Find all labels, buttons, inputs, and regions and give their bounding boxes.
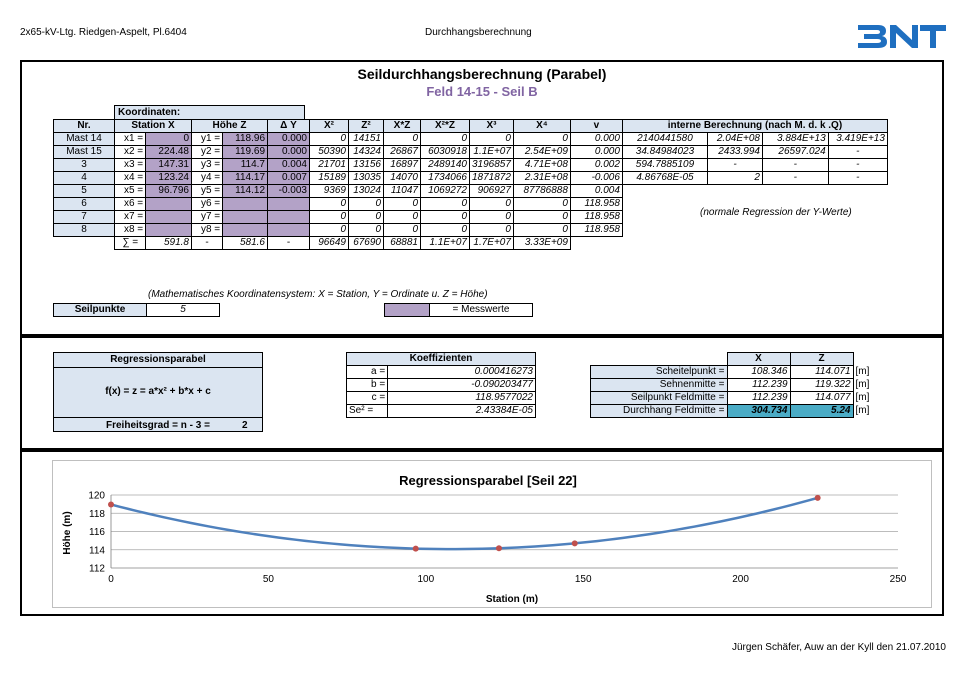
regression-formula: f(x) = z = a*x² + b*x + c bbox=[105, 386, 211, 397]
data-point bbox=[572, 540, 578, 546]
sum-x2: 96649 bbox=[310, 237, 349, 250]
cell-dy: 0.007 bbox=[268, 172, 310, 185]
sum-z2: 67690 bbox=[349, 237, 384, 250]
cell-x2: 0 bbox=[310, 133, 349, 146]
cell-nr: 8 bbox=[54, 224, 115, 237]
math-note: (Mathematisches Koordinatensystem: X = Station, Y = Ordinate u. Z = Höhe) bbox=[148, 289, 488, 300]
cell-xl: x2 = bbox=[115, 146, 146, 159]
cell-xl: x7 = bbox=[115, 211, 146, 224]
cell-xz: 16897 bbox=[384, 159, 421, 172]
cell-x4: 0 bbox=[513, 198, 570, 211]
res-x-sehne: 112.239 bbox=[727, 379, 790, 392]
res-header-x: X bbox=[727, 353, 790, 366]
cell-nr: 4 bbox=[54, 172, 115, 185]
cell-x3: 1.1E+07 bbox=[470, 146, 514, 159]
cell-x2z: 6030918 bbox=[421, 146, 470, 159]
res-label-sehne: Sehnenmitte = bbox=[591, 379, 728, 392]
koeff-value-a: 0.000416273 bbox=[388, 366, 536, 379]
results-table bbox=[590, 352, 872, 418]
col-intern: interne Berechnung (nach M. d. k .Q) bbox=[622, 120, 887, 133]
cell-xz: 26867 bbox=[384, 146, 421, 159]
x-tick-label: 200 bbox=[732, 574, 749, 585]
cell-yl: y8 = bbox=[192, 224, 223, 237]
sum-row bbox=[54, 237, 888, 250]
cell-intern-4: - bbox=[828, 146, 887, 159]
sum-x4: 3.33E+09 bbox=[513, 237, 570, 250]
cell-v: 0.004 bbox=[570, 185, 622, 198]
cell-x2: 0 bbox=[310, 198, 349, 211]
cell-yl: y2 = bbox=[192, 146, 223, 159]
col-station: Station X bbox=[115, 120, 192, 133]
cell-x2z: 0 bbox=[421, 211, 470, 224]
cell-dy: 0.004 bbox=[268, 159, 310, 172]
header-left: 2x65-kV-Ltg. Riedgen-Aspelt, Pl.6404 bbox=[20, 27, 187, 38]
cell-x2z: 2489140 bbox=[421, 159, 470, 172]
sum-x3: 1.7E+07 bbox=[470, 237, 514, 250]
cell-x4: 2.54E+09 bbox=[513, 146, 570, 159]
cell-nr: 7 bbox=[54, 211, 115, 224]
cell-yl: y1 = bbox=[192, 133, 223, 146]
cell-z2: 0 bbox=[349, 198, 384, 211]
cell-z2: 13156 bbox=[349, 159, 384, 172]
cell-v: 118.958 bbox=[570, 198, 622, 211]
cell-x: 224.48 bbox=[146, 146, 192, 159]
koordinaten-label: Koordinaten: bbox=[114, 105, 305, 119]
cell-x bbox=[146, 198, 192, 211]
cell-x bbox=[146, 211, 192, 224]
cell-x4: 4.71E+08 bbox=[513, 159, 570, 172]
cell-yl: y5 = bbox=[192, 185, 223, 198]
regression-box bbox=[53, 352, 263, 432]
seilpunkte-label: Seilpunkte bbox=[53, 303, 147, 317]
cell-x4: 0 bbox=[513, 133, 570, 146]
data-point bbox=[413, 546, 419, 552]
chart-ylabel: Höhe (m) bbox=[62, 511, 73, 555]
koeff-label-se: Se² = bbox=[347, 405, 388, 418]
regression-curve bbox=[111, 498, 818, 549]
cell-intern-1: 4.86768E-05 bbox=[622, 172, 707, 185]
sum-x: 591.8 bbox=[146, 237, 192, 250]
cell-dy bbox=[268, 224, 310, 237]
col-x4: X⁴ bbox=[513, 120, 570, 133]
cell-x4: 2.31E+08 bbox=[513, 172, 570, 185]
y-tick-label: 116 bbox=[89, 527, 105, 538]
cell-x2z: 1734066 bbox=[421, 172, 470, 185]
cell-xz: 14070 bbox=[384, 172, 421, 185]
col-dy: Δ Y bbox=[268, 120, 310, 133]
cell-xl: x8 = bbox=[115, 224, 146, 237]
table-row bbox=[54, 224, 888, 237]
cell-x: 0 bbox=[146, 133, 192, 146]
cell-dy: -0.003 bbox=[268, 185, 310, 198]
cell-x3: 906927 bbox=[470, 185, 514, 198]
cell-xl: x6 = bbox=[115, 198, 146, 211]
sum-dash1: - bbox=[192, 237, 223, 250]
cell-yl: y3 = bbox=[192, 159, 223, 172]
cell-intern-2: 2.04E+08 bbox=[708, 133, 763, 146]
cell-z bbox=[223, 198, 268, 211]
cell-intern-2: - bbox=[708, 159, 763, 172]
cell-x3: 1871872 bbox=[470, 172, 514, 185]
cell-x4: 0 bbox=[513, 211, 570, 224]
cell-x2: 9369 bbox=[310, 185, 349, 198]
footer-signature: Jürgen Schäfer, Auw an der Kyll den 21.07.2010 bbox=[731, 642, 946, 653]
seilpunkte-value: 5 bbox=[146, 303, 220, 317]
res-z-scheitel: 114.071 bbox=[790, 366, 853, 379]
y-tick-label: 114 bbox=[89, 545, 105, 557]
res-unit-scheitel: [m] bbox=[855, 366, 870, 377]
col-x2z: X²*Z bbox=[421, 120, 470, 133]
cell-intern-1: 2140441580 bbox=[622, 133, 707, 146]
data-point bbox=[815, 495, 821, 501]
cell-x2z: 0 bbox=[421, 133, 470, 146]
koeff-value-b: -0.090203477 bbox=[388, 379, 536, 392]
freiheit-label: Freiheitsgrad = n - 3 = bbox=[106, 420, 210, 431]
cell-x2z: 0 bbox=[421, 224, 470, 237]
cell-x: 147.31 bbox=[146, 159, 192, 172]
cell-nr: Mast 14 bbox=[54, 133, 115, 146]
panel-title: Seildurchhangsberechnung (Parabel) bbox=[357, 66, 607, 82]
cell-x4: 0 bbox=[513, 224, 570, 237]
res-z-durchhang: 5.24 bbox=[790, 405, 853, 418]
koeff-title: Koeffizienten bbox=[347, 353, 536, 366]
koeff-value-c: 118.9577022 bbox=[388, 392, 536, 405]
cell-xz: 0 bbox=[384, 211, 421, 224]
cell-intern-3: 3.884E+13 bbox=[762, 133, 828, 146]
data-point bbox=[108, 501, 114, 507]
cell-xz: 0 bbox=[384, 224, 421, 237]
header-center: Durchhangsberechnung bbox=[425, 27, 532, 38]
koeff-label-a: a = bbox=[347, 366, 388, 379]
chart-title: Regressionsparabel [Seil 22] bbox=[399, 473, 577, 488]
cell-intern-2: 2 bbox=[708, 172, 763, 185]
cell-xz: 0 bbox=[384, 198, 421, 211]
cell-z: 119.69 bbox=[223, 146, 268, 159]
y-tick-label: 112 bbox=[89, 563, 105, 575]
cell-x3: 0 bbox=[470, 133, 514, 146]
bnt-logo bbox=[856, 22, 948, 50]
cell-z2: 14151 bbox=[349, 133, 384, 146]
cell-xz: 0 bbox=[384, 133, 421, 146]
table-row bbox=[54, 159, 888, 172]
x-tick-label: 100 bbox=[417, 574, 435, 585]
regression-chart bbox=[52, 460, 932, 608]
table-row bbox=[54, 133, 888, 146]
cell-dy: 0.000 bbox=[268, 146, 310, 159]
sum-dash2: - bbox=[268, 237, 310, 250]
cell-v: 118.958 bbox=[570, 211, 622, 224]
messwerte-label: = Messwerte bbox=[429, 303, 533, 317]
cell-z bbox=[223, 211, 268, 224]
col-xz: X*Z bbox=[384, 120, 421, 133]
cell-dy: 0.000 bbox=[268, 133, 310, 146]
cell-xl: x3 = bbox=[115, 159, 146, 172]
messwerte-swatch bbox=[384, 303, 430, 317]
table-row bbox=[54, 172, 888, 185]
cell-x3: 0 bbox=[470, 198, 514, 211]
cell-nr: Mast 15 bbox=[54, 146, 115, 159]
sum-xz: 68881 bbox=[384, 237, 421, 250]
cell-intern-3: - bbox=[762, 159, 828, 172]
freiheit-value: 2 bbox=[242, 420, 248, 431]
regression-title: Regressionsparabel bbox=[54, 353, 262, 368]
res-x-scheitel: 108.346 bbox=[727, 366, 790, 379]
cell-xz: 11047 bbox=[384, 185, 421, 198]
cell-z2: 14324 bbox=[349, 146, 384, 159]
cell-x2: 15189 bbox=[310, 172, 349, 185]
res-unit-seilpunkt: [m] bbox=[855, 392, 870, 403]
res-unit-durchhang: [m] bbox=[855, 405, 870, 416]
koeff-label-c: c = bbox=[347, 392, 388, 405]
table-row bbox=[54, 146, 888, 159]
col-x3: X³ bbox=[470, 120, 514, 133]
x-tick-label: 150 bbox=[574, 574, 592, 585]
col-hoehe: Höhe Z bbox=[192, 120, 268, 133]
cell-xl: x5 = bbox=[115, 185, 146, 198]
res-z-sehne: 119.322 bbox=[790, 379, 853, 392]
cell-v: -0.006 bbox=[570, 172, 622, 185]
cell-z: 114.12 bbox=[223, 185, 268, 198]
cell-x3: 3196857 bbox=[470, 159, 514, 172]
cell-x3: 0 bbox=[470, 211, 514, 224]
cell-x2: 21701 bbox=[310, 159, 349, 172]
y-tick-label: 118 bbox=[89, 508, 105, 520]
cell-x2: 0 bbox=[310, 211, 349, 224]
cell-x: 96.796 bbox=[146, 185, 192, 198]
x-tick-label: 50 bbox=[262, 574, 274, 585]
cell-nr: 3 bbox=[54, 159, 115, 172]
cell-z2: 0 bbox=[349, 211, 384, 224]
cell-x2z: 0 bbox=[421, 198, 470, 211]
cell-v: 118.958 bbox=[570, 224, 622, 237]
cell-z: 118.96 bbox=[223, 133, 268, 146]
cell-x2: 50390 bbox=[310, 146, 349, 159]
cell-dy bbox=[268, 211, 310, 224]
table-header-row bbox=[54, 120, 888, 133]
cell-x2z: 1069272 bbox=[421, 185, 470, 198]
col-x2: X² bbox=[310, 120, 349, 133]
cell-yl: y6 = bbox=[192, 198, 223, 211]
cell-z: 114.17 bbox=[223, 172, 268, 185]
cell-z2: 13024 bbox=[349, 185, 384, 198]
table-row bbox=[54, 185, 888, 198]
cell-nr: 6 bbox=[54, 198, 115, 211]
sum-z: 581.6 bbox=[223, 237, 268, 250]
col-nr: Nr. bbox=[54, 120, 115, 133]
cell-intern-3: 26597.024 bbox=[762, 146, 828, 159]
res-z-seilpunkt: 114.077 bbox=[790, 392, 853, 405]
koeff-label-b: b = bbox=[347, 379, 388, 392]
data-point bbox=[496, 545, 502, 551]
cell-intern-4: - bbox=[828, 172, 887, 185]
sum-label: ∑ = bbox=[115, 237, 146, 250]
cell-z bbox=[223, 224, 268, 237]
cell-v: 0.002 bbox=[570, 159, 622, 172]
cell-v: 0.000 bbox=[570, 146, 622, 159]
cell-intern-3: - bbox=[762, 172, 828, 185]
cell-intern-1: 34.84984023 bbox=[622, 146, 707, 159]
cell-xl: x4 = bbox=[115, 172, 146, 185]
cell-x bbox=[146, 224, 192, 237]
cell-yl: y7 = bbox=[192, 211, 223, 224]
col-v: v bbox=[570, 120, 622, 133]
cell-yl: y4 = bbox=[192, 172, 223, 185]
cell-intern-4: - bbox=[828, 159, 887, 172]
cell-intern-1: 594.7885109 bbox=[622, 159, 707, 172]
panel-subtitle: Feld 14-15 - Seil B bbox=[426, 84, 538, 99]
cell-intern-2: 2433.994 bbox=[708, 146, 763, 159]
cell-x2: 0 bbox=[310, 224, 349, 237]
cell-xl: x1 = bbox=[115, 133, 146, 146]
cell-z2: 13035 bbox=[349, 172, 384, 185]
col-z2: Z² bbox=[349, 120, 384, 133]
x-tick-label: 250 bbox=[889, 574, 907, 585]
res-unit-sehne: [m] bbox=[855, 379, 870, 390]
y-tick-label: 120 bbox=[88, 490, 105, 502]
res-x-seilpunkt: 112.239 bbox=[727, 392, 790, 405]
res-x-durchhang: 304.734 bbox=[727, 405, 790, 418]
cell-v: 0.000 bbox=[570, 133, 622, 146]
res-label-durchhang: Durchhang Feldmitte = bbox=[591, 405, 728, 418]
cell-dy bbox=[268, 198, 310, 211]
cell-x: 123.24 bbox=[146, 172, 192, 185]
cell-z: 114.7 bbox=[223, 159, 268, 172]
cell-x3: 0 bbox=[470, 224, 514, 237]
koeff-value-se: 2.43384E-05 bbox=[388, 405, 536, 418]
x-tick-label: 0 bbox=[108, 574, 114, 585]
coordinates-table bbox=[53, 119, 888, 250]
regression-note: (normale Regression der Y-Werte) bbox=[700, 207, 852, 218]
res-label-seilpunkt: Seilpunkt Feldmitte = bbox=[591, 392, 728, 405]
sum-x2z: 1.1E+07 bbox=[421, 237, 470, 250]
koeffizienten-table bbox=[346, 352, 536, 418]
res-label-scheitel: Scheitelpunkt = bbox=[591, 366, 728, 379]
cell-nr: 5 bbox=[54, 185, 115, 198]
cell-intern-4: 3.419E+13 bbox=[828, 133, 887, 146]
chart-xlabel: Station (m) bbox=[485, 594, 539, 605]
cell-z2: 0 bbox=[349, 224, 384, 237]
res-header-z: Z bbox=[790, 353, 853, 366]
cell-x4: 87786888 bbox=[513, 185, 570, 198]
